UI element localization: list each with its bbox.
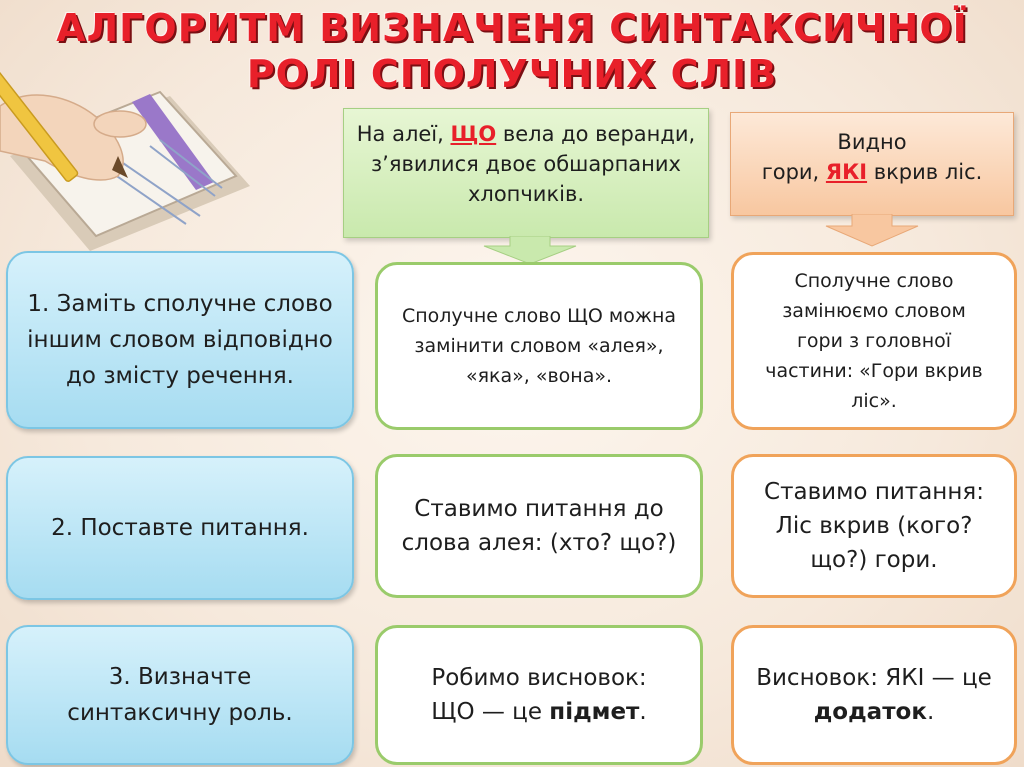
example2-text-before: гори, bbox=[761, 160, 826, 184]
algorithm-step-3 bbox=[6, 625, 354, 765]
step-1-text: 1. Заміть сполучне слово іншим словом відповідно до змісту речення. bbox=[27, 291, 333, 389]
example1-text-before: На алеї, bbox=[356, 122, 451, 146]
orange-down-arrow bbox=[822, 214, 922, 248]
syntactic-role-object: додаток bbox=[813, 699, 927, 725]
syntactic-role-subject: підмет bbox=[549, 699, 640, 725]
example2-step-1-box bbox=[731, 252, 1017, 430]
example2-conjunctive-word: ЯКІ bbox=[825, 160, 868, 184]
example2-step-2-box bbox=[731, 454, 1017, 598]
example2-step-3-conclusion: Висновок: ЯКІ — це додаток. bbox=[756, 665, 992, 725]
example1-text-after: вела до веранди, з’явилися двоє обшарпаних хлопчиків. bbox=[371, 122, 696, 206]
step-2-text: 2. Поставте питання. bbox=[51, 515, 309, 541]
example2-step-2-text: Ставимо питання: Ліс вкрив (кого? що?) гори. bbox=[764, 479, 984, 573]
slide-title-line-1: АЛГОРИТМ ВИЗНАЧЕНЯ СИНТАКСИЧНОЇ bbox=[56, 6, 968, 50]
slide-title-line-2: РОЛІ СПОЛУЧНИХ СЛІВ bbox=[246, 52, 778, 96]
example2-text-after: вкрив ліс. bbox=[867, 160, 983, 184]
example1-step-1-text: Сполучне слово ЩО можна замінити словом «алея», «яка», «вона». bbox=[401, 305, 677, 387]
example2-step-3-box bbox=[731, 625, 1017, 765]
notebook-writing-illustration bbox=[0, 36, 300, 251]
example2-line-1: Видно bbox=[837, 130, 907, 154]
algorithm-step-2 bbox=[6, 456, 354, 600]
example1-step-2-box bbox=[375, 454, 703, 598]
algorithm-step-1 bbox=[6, 251, 354, 429]
example-sentence-2 bbox=[730, 112, 1014, 216]
example-sentence-1 bbox=[343, 108, 709, 238]
example1-step-2-text: Ставимо питання до слова алея: (хто? що?) bbox=[401, 496, 677, 556]
step-3-text: 3. Визначте синтаксичну роль. bbox=[67, 664, 293, 726]
example1-step-1-box bbox=[375, 262, 703, 430]
example1-step-3-conclusion: Робимо висновок: ЩО — це підмет. bbox=[431, 665, 647, 725]
example1-step-3-box bbox=[375, 625, 703, 765]
example2-step-1-text: Сполучне слово замінюємо словом гори з головної частини: «Гори вкрив ліс». bbox=[765, 270, 983, 412]
example1-conjunctive-word: ЩО bbox=[450, 122, 497, 146]
